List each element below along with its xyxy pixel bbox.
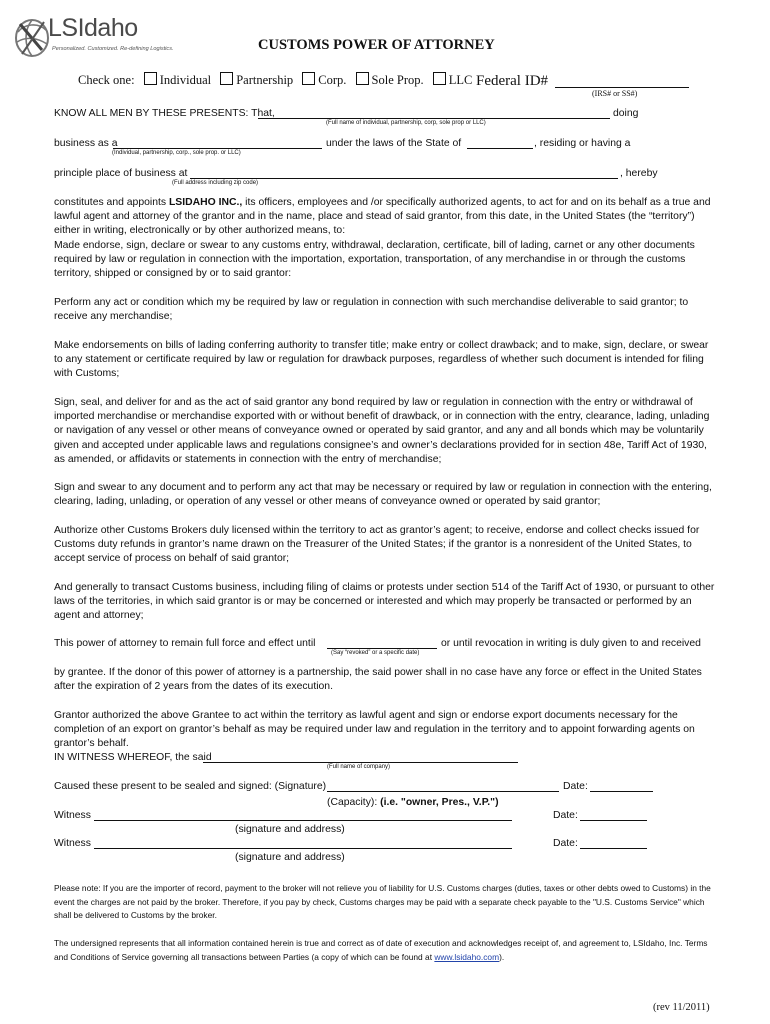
logo-tagline: Personalized. Customized. Re-defining Logistics. (52, 46, 174, 52)
federal-id-label: Federal ID# (476, 73, 549, 89)
revision-label: (rev 11/2011) (653, 1002, 710, 1013)
business-as-text: business as a (54, 138, 118, 149)
witness-2-field[interactable] (94, 837, 512, 849)
entity-type-row (78, 72, 472, 88)
witness-2-hint: (signature and address) (235, 852, 345, 863)
residing-text: , residing or having a (534, 138, 631, 149)
state-field[interactable] (467, 137, 533, 149)
revocation-text: or until revocation in writing is duly given to and received (441, 638, 701, 649)
business-type-field[interactable] (113, 137, 322, 149)
terms-note: The undersigned represents that all information contained herein is true and correct as of date of execution and acknowledges receipt of, and agreement to, LSIdaho, Inc. Terms and Conditions of Service governing all transactions between Parties (a copy of which can be found at www.lsidaho.com). (54, 938, 708, 962)
federal-id-field[interactable] (555, 76, 689, 88)
checkbox-sole-prop[interactable] (356, 72, 369, 85)
paragraph-transact-business: And generally to transact Customs business, including filing of claims or protests under section 514 of the Tariff Act of 1930, or pursuant to other laws of the territories, in which said grantor is or may be concerned or interested and which may properly be transacted or performed by an agent and attorney; (54, 582, 715, 622)
doing-text: doing (613, 108, 639, 119)
paragraph-appointment: constitutes and appoints LSIDAHO INC., its officers, employees and /or specifically authorized agents, to act for and on its behalf as a true and lawful agent and attorney of the grantor and in the name, place and stead of said grantor, from this date, in the United States (the “territory”) either in writing, electronically or by other authorized means, to: (54, 197, 711, 237)
company-name-hint: (Full name of company) (327, 764, 391, 770)
duration-text: This power of attorney to remain full force and effect until (54, 638, 316, 649)
signature-date-label: Date: (563, 781, 588, 792)
business-address-field[interactable] (190, 167, 618, 179)
know-all-text: KNOW ALL MEN BY THESE PRESENTS: That, (54, 108, 275, 119)
business-type-hint: (Individual, partnership, corp., sole prop. or LLC) (112, 150, 241, 156)
witness-1-date-field[interactable] (580, 809, 647, 821)
globe-logo-icon (12, 14, 52, 60)
principle-place-text: principle place of business at (54, 168, 188, 179)
option-sole-prop: Sole Prop. (371, 73, 424, 87)
witness-2-date-field[interactable] (580, 837, 647, 849)
check-one-label: Check one: (78, 73, 135, 87)
signature-date-field[interactable] (590, 780, 653, 792)
hereby-text: , hereby (620, 168, 658, 179)
checkbox-corp[interactable] (302, 72, 315, 85)
terms-link[interactable]: www.lsidaho.com (434, 951, 500, 962)
option-individual: Individual (159, 73, 212, 87)
grantor-name-hint: (Full name of individual, partnership, corp, sole prop or LLC) (326, 120, 486, 126)
paragraph-authorize-brokers: Authorize other Customs Brokers duly licensed within the territory to act as grantor’s agent; to receive, endorse and collect checks issued for Customs duty refunds in grantor’s name drawn on the Treasurer of the United States; if the grantor is a nonresident of the United States, to accept service of process on behalf of said grantor; (54, 525, 700, 565)
witness-1-date-label: Date: (553, 810, 578, 821)
witness-whereof-text: IN WITNESS WHEREOF, the said (54, 752, 212, 763)
witness-1-hint: (signature and address) (235, 824, 345, 835)
option-llc: LLC (448, 73, 473, 87)
paragraph-perform-act: Perform any act or condition which my be required by law or regulation in connection with such merchandise deliverable to said grantor; to receive any merchandise; (54, 297, 689, 323)
sealed-signed-text: Caused these present to be sealed and signed: (Signature) (54, 781, 327, 792)
checkbox-individual[interactable] (144, 72, 157, 85)
paragraph-sign-seal: Sign, seal, and deliver for and as the act of said grantor any bond required by law or regulation in connection with the entry or withdrawal of imported merchandise or merchandise exported with or without benefit of drawback, or in connection with the entry, clearance, lading, unlading or navigation of any vessel or other means of conveyance owned or operated by said grantor, and any and all bonds which may be voluntarily given and accepted under applicable laws and regulations consignee’s and owner’s declarations provided for in section 48e, Tariff Act of 1930, as amended, or affidavits or statements in connection with the entry of merchandise; (54, 397, 710, 465)
paragraph-partnership: by grantee. If the donor of this power of attorney is a partnership, the said power shall in no case have any force or effect in the United States after the expiration of 2 years from the dates of its execution. (54, 667, 702, 693)
logo-text: LSIdaho (48, 14, 138, 42)
option-corp: Corp. (318, 73, 347, 87)
option-partnership: Partnership (236, 73, 294, 87)
capacity-text: (Capacity): (i.e. "owner, Pres., V.P.") (327, 797, 499, 808)
duration-hint: (Say “revoked” or a specific date) (331, 650, 420, 656)
signature-field[interactable] (327, 780, 559, 792)
witness-2-label: Witness (54, 838, 91, 849)
grantee-name: LSIDAHO INC., (168, 197, 243, 208)
paragraph-export: Grantor authorized the above Grantee to act within the territory as lawful agent and sign or endorse export documents necessary for the completion of an export on grantor’s behalf as may be required under law and regulation in the territory and to appoint forwarding agents on grantor’s behalf. (54, 710, 695, 750)
page-title: CUSTOMS POWER OF ATTORNEY (258, 37, 495, 53)
company-logo (12, 12, 212, 62)
company-name-field[interactable] (203, 751, 518, 763)
paragraph-endorse: Made endorse, sign, declare or swear to any customs entry, withdrawal, declaration, certificate, bill of lading, carnet or any other documents required by law or regulation in connection with the importation, exportation, transportation, of any merchandise in or through the customs territory, shipped or consigned by or to said grantor: (54, 240, 695, 280)
laws-of-state-text: under the laws of the State of (326, 138, 462, 149)
federal-id-hint: (IRS# or SS#) (592, 89, 638, 98)
witness-1-label: Witness (54, 810, 91, 821)
grantor-name-field[interactable] (258, 107, 610, 119)
address-hint: (Full address including zip code) (172, 180, 259, 186)
payment-note: Please note: If you are the importer of record, payment to the broker will not relieve you of liability for U.S. Customs charges (duties, taxes or other debts owed to Customs) in the event the charges are not paid by the broker. Therefore, if you pay by check, Customs charges may be paid with a separate check payable to the "U.S. Customs Service" which shall be delivered to Customs by the broker. (54, 883, 711, 921)
paragraph-endorsements: Make endorsements on bills of lading conferring authority to transfer title; make entry or collect drawback; and to make, sign, declare, or swear to any statement or certificate required by law or regulation for drawback purposes, regardless of whether such document is intended for filing with Customs; (54, 340, 709, 380)
checkbox-llc[interactable] (433, 72, 446, 85)
witness-2-date-label: Date: (553, 838, 578, 849)
paragraph-sign-swear: Sign and swear to any document and to perform any act that may be necessary or required by law or regulation in connection with the entering, clearing, lading, unlading, or operation of any vessel or other means of conveyance owned or operated by said grantor; (54, 482, 712, 508)
duration-field[interactable] (327, 637, 437, 649)
checkbox-partnership[interactable] (220, 72, 233, 85)
witness-1-field[interactable] (94, 809, 512, 821)
